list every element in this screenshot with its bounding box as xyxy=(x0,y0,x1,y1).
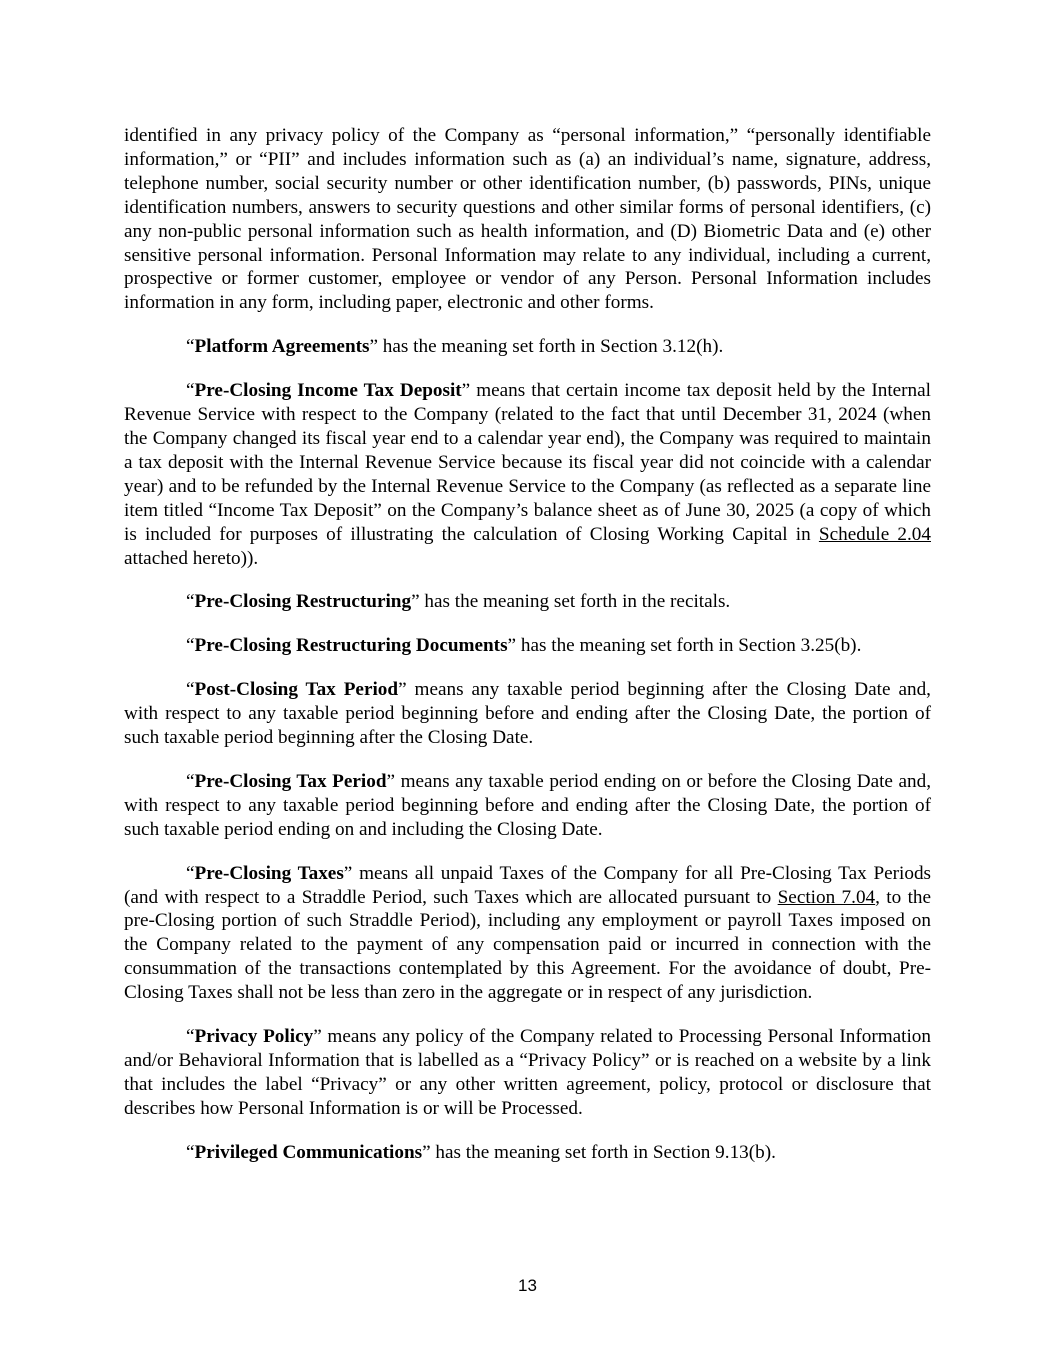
definition-pre-closing-tax-period: “Pre-Closing Tax Period” means any taxable period ending on or before the Closing Date and, with respect to any taxable period beginning before and ending after the Closing Date, the portion of such taxable period ending on and including the Closing Date. xyxy=(124,770,931,840)
defined-term: Post-Closing Tax Period xyxy=(194,679,399,701)
defined-term: Pre-Closing Taxes xyxy=(194,862,344,884)
definition-pre-closing-restructuring-documents: “Pre-Closing Restructuring Documents” has the meaning set forth in Section 3.25(b). xyxy=(186,635,862,657)
defined-term: Platform Agreements xyxy=(194,336,370,358)
definition-post-closing-tax-period: “Post-Closing Tax Period” means any taxable period beginning after the Closing Date and, with respect to any taxable period beginning before and ending after the Closing Date, the portion of such taxable period beginning after the Closing Date. xyxy=(124,679,931,749)
defined-term: Pre-Closing Tax Period xyxy=(194,770,387,792)
paragraph-text: ” has the meaning set forth in the recitals. xyxy=(411,591,731,613)
paragraph-text: ” means any taxable period ending on or before the Closing Date and, with respect to any taxable period beginning before and ending after the Closing Date, the portion of such taxable period ending on and including the Closing Date. xyxy=(124,770,931,840)
paragraph-text: identified in any privacy policy of the Company as “personal information,” “personally identifiable information,” or “PII” and includes information such as (a) an individual’s name, signature, address, telephone number, social security number or other identification number, (b) passwords, PINs, unique identification numbers, answers to security questions and other similar forms of personal identifiers, (c) any non-public personal information such as health information, and (D) Biometric Data and (e) other sensitive personal information. Personal Information may relate to any individual, including a current, prospective or former customer, employee or vendor of any Person. Personal Information includes information in any form, including paper, electronic and other forms. xyxy=(124,125,931,314)
definition-platform-agreements: “Platform Agreements” has the meaning set forth in Section 3.12(h). xyxy=(186,336,724,358)
definition-personal-information-continued xyxy=(124,124,931,315)
paragraph-text: ” means any policy of the Company related to Processing Personal Information and/or Behavioral Information that is labelled as a “Privacy Policy” or is reached on a website by a link that includes the label “Privacy” or any other written agreement, policy, protocol or disclosure that describes how Personal Information is or will be Processed. xyxy=(124,1026,931,1119)
paragraph-text: , to the pre-Closing portion of such Straddle Period), including any employment or payroll Taxes imposed on the Company related to the payment of any compensation paid or incurred in connection with the consummation of the transactions contemplated by this Agreement. For the avoidance of doubt, Pre-Closing Taxes shall not be less than zero in the aggregate or in respect of any jurisdiction. xyxy=(124,886,932,1004)
page-number: 13 xyxy=(518,1276,537,1295)
paragraph-text: ” means that certain income tax deposit held by the Internal Revenue Service with respect to the Company (related to the fact that until December 31, 2024 (when the Company changed its fiscal year end to a calendar year end), the Company was required to maintain a tax deposit with the Internal Revenue Service because its fiscal year did not coincide with a calendar year) and to be refunded by the Internal Revenue Service to the Company (as reflected as a separate line item titled “Income Tax Deposit” on the Company’s balance sheet as of June 30, 2025 (a copy of which is included for purposes of illustrating the calculation of Closing Working Capital in xyxy=(124,380,931,545)
definition-privacy-policy: “Privacy Policy” means any policy of the Company related to Processing Personal Information and/or Behavioral Information that is labelled as a “Privacy Policy” or is reached on a website by a link that includes the label “Privacy” or any other written agreement, policy, protocol or disclosure that describes how Personal Information is or will be Processed. xyxy=(124,1026,931,1119)
paragraph-text: ” has the meaning set forth in Section 3.25(b). xyxy=(507,635,862,657)
paragraph-text: ” has the meaning set forth in Section 3.12(h). xyxy=(369,336,724,358)
definition-pre-closing-income-tax-deposit: “Pre-Closing Income Tax Deposit” means that certain income tax deposit held by the Internal Revenue Service with respect to the Company (related to the fact that until December 31, 2024 (when the Company changed its fiscal year end to a calendar year end), the Company was required to maintain a tax deposit with the Internal Revenue Service because its fiscal year did not coincide with a calendar year) and to be refunded by the Internal Revenue Service to the Company (as reflected as a separate line item titled “Income Tax Deposit” on the Company’s balance sheet as of June 30, 2025 (a copy of which is included for purposes of illustrating the calculation of Closing Working Capital in Schedule 2.04 attached hereto)). xyxy=(124,380,931,569)
definition-privileged-communications: “Privileged Communications” has the meaning set forth in Section 9.13(b). xyxy=(186,1141,776,1163)
paragraph-text: ” means all unpaid Taxes of the Company for all Pre-Closing Tax Periods (and with respect to a Straddle Period, such Taxes which are allocated pursuant to xyxy=(124,862,932,908)
defined-term: Privileged Communications xyxy=(194,1141,423,1163)
defined-term: Pre-Closing Restructuring Documents xyxy=(194,635,508,657)
section-reference-link[interactable]: Section 7.04 xyxy=(777,886,876,908)
schedule-reference-link[interactable]: Schedule 2.04 xyxy=(818,523,931,545)
paragraph-text: ” has the meaning set forth in Section 9.13(b). xyxy=(422,1141,776,1163)
definition-pre-closing-restructuring: “Pre-Closing Restructuring” has the meaning set forth in the recitals. xyxy=(186,591,731,613)
paragraph-text: attached hereto)). xyxy=(124,547,259,569)
document-page xyxy=(124,124,931,1185)
definition-pre-closing-taxes: “Pre-Closing Taxes” means all unpaid Taxes of the Company for all Pre-Closing Tax Periods (and with respect to a Straddle Period, such Taxes which are allocated pursuant to Section 7.04, to the pre-Closing portion of such Straddle Period), including any employment or payroll Taxes imposed on the Company related to the payment of any compensation paid or incurred in connection with the consummation of the transactions contemplated by this Agreement. For the avoidance of doubt, Pre-Closing Taxes shall not be less than zero in the aggregate or in respect of any jurisdiction. xyxy=(124,862,932,1004)
defined-term: Pre-Closing Income Tax Deposit xyxy=(194,380,462,402)
defined-term: Pre-Closing Restructuring xyxy=(194,591,412,613)
defined-term: Privacy Policy xyxy=(194,1026,314,1048)
paragraph-text: ” means any taxable period beginning after the Closing Date and, with respect to any taxable period beginning before and ending after the Closing Date, the portion of such taxable period beginning after the Closing Date. xyxy=(124,679,931,749)
